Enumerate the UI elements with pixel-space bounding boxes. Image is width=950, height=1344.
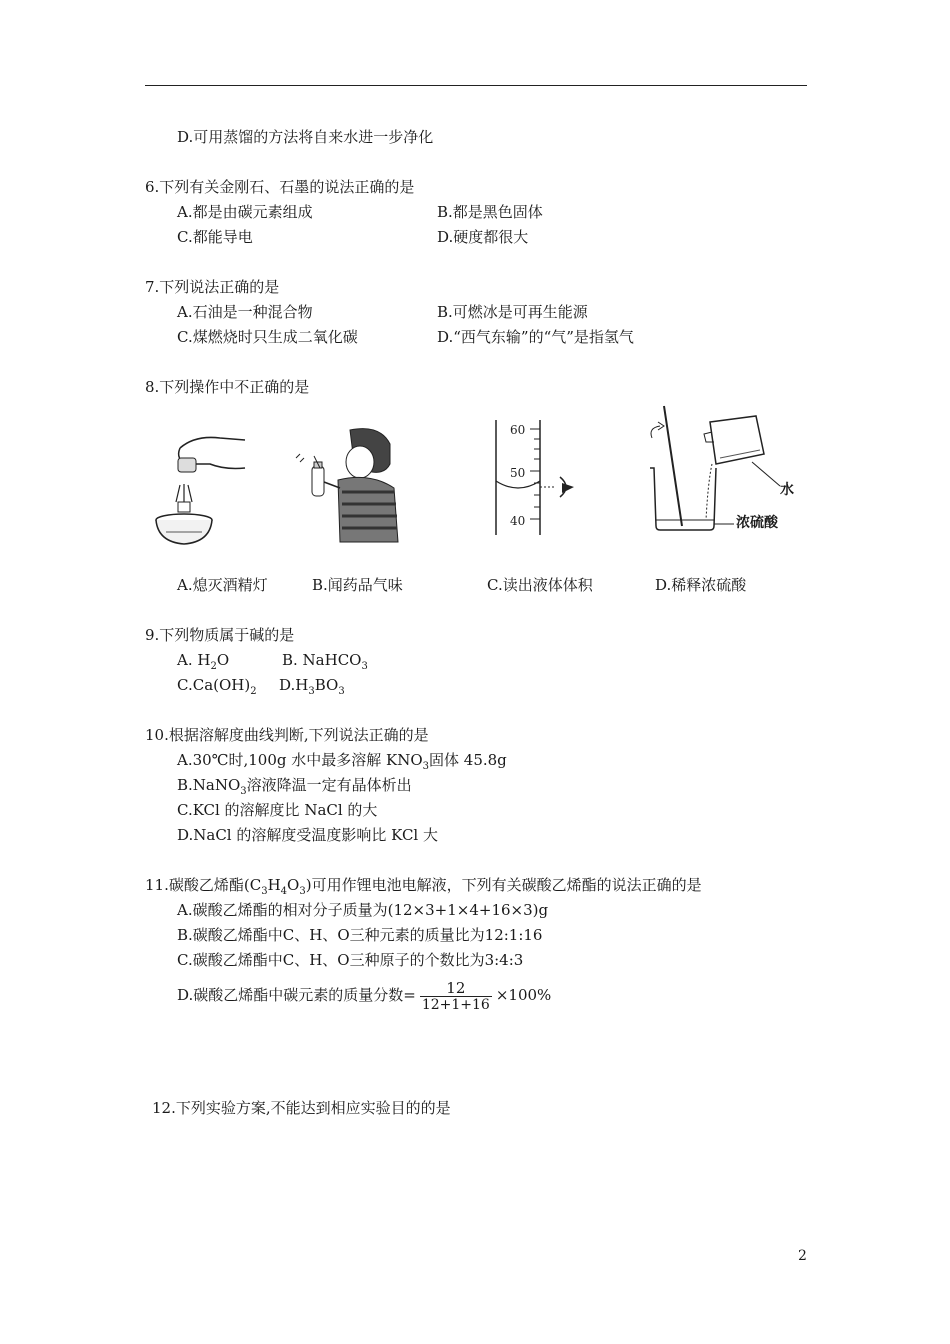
figure-graduated-cylinder [490, 415, 590, 540]
q8-option-d: D.稀释浓硫酸 [655, 576, 747, 594]
q7-stem: 7.下列说法正确的是 [145, 278, 280, 296]
q7-option-a: A.石油是一种混合物 [177, 303, 313, 321]
q11-option-c: C.碳酸乙烯酯中C、H、O三种原子的个数比为3:4:3 [177, 951, 524, 969]
q7-option-c: C.煤燃烧时只生成二氧化碳 [177, 328, 358, 346]
q6-stem: 6.下列有关金刚石、石墨的说法正确的是 [145, 178, 415, 196]
q11-stem: 11.碳酸乙烯酯$(C_3H_4O_3)$可用作锂电池电解液，下列有关碳酸乙烯酯的说法正确的是 [145, 876, 702, 897]
mass-fraction: $\frac{12}{12+1+16}$ [421, 978, 490, 1013]
q10-option-c: C.KCl 的溶解度比 NaCl 的大 [177, 801, 378, 819]
page-number: 2 [798, 1248, 807, 1264]
cylinder-mark-40: 40 [510, 514, 526, 528]
q8-stem: 8.下列操作中不正确的是 [145, 378, 310, 396]
q11-option-a: A.碳酸乙烯酯的相对分子质量为(12×3+1×4+16×3)g [177, 901, 549, 919]
q7-option-d: D.“西气东输”的“气”是指氢气 [437, 328, 634, 346]
q8-option-c: C.读出液体体积 [487, 576, 593, 594]
header-rule [145, 85, 807, 86]
q6-option-c: C.都能导电 [177, 228, 253, 246]
cylinder-mark-50: 50 [510, 466, 526, 480]
figure-dilute-acid [640, 402, 810, 537]
q11-option-d: D.碳酸乙烯酯中碳元素的质量分数= $\frac{12}{12+1+16}$ ×100% [177, 978, 552, 1013]
q8-option-a: A.熄灭酒精灯 [177, 576, 268, 594]
q8-option-b: B.闻药品气味 [312, 576, 403, 594]
q9-stem: 9.下列物质属于碱的是 [145, 626, 295, 644]
q10-option-b: B.NaNO$_3$溶液降温一定有晶体析出 [177, 776, 412, 797]
figure-boy-smelling [290, 422, 405, 550]
q6-option-b: B.都是黑色固体 [437, 203, 543, 221]
q6-option-d: D.硬度都很大 [437, 228, 529, 246]
q10-option-d: D.NaCl 的溶解度受温度影响比 KCl 大 [177, 826, 438, 844]
figure-alcohol-lamp [150, 430, 255, 555]
label-water: 水 [780, 482, 794, 498]
q10-option-a: A.30℃时,100g 水中最多溶解 $KNO_3$固体 45.8g [177, 751, 507, 772]
cylinder-mark-60: 60 [510, 423, 526, 437]
q12-stem: 12.下列实验方案,不能达到相应实验目的的是 [152, 1099, 451, 1117]
q9-option-b: B. NaHCO$_3$ [282, 651, 368, 672]
q9-option-a: A. $H_2O$ [177, 651, 230, 672]
q9-option-d: $D.H_3BO_3$ [279, 676, 345, 697]
q11-option-b: B.碳酸乙烯酯中C、H、O三种元素的质量比为12:1:16 [177, 926, 543, 944]
q5-option-d: D.可用蒸馏的方法将自来水进一步净化 [177, 128, 434, 146]
q7-option-b: B.可燃冰是可再生能源 [437, 303, 588, 321]
q6-option-a: A.都是由碳元素组成 [177, 203, 313, 221]
q10-stem: 10.根据溶解度曲线判断,下列说法正确的是 [145, 726, 429, 744]
q9-option-c: $C.Ca(OH)_2$ [177, 676, 257, 697]
label-concentrated-acid: 浓硫酸 [736, 515, 778, 531]
